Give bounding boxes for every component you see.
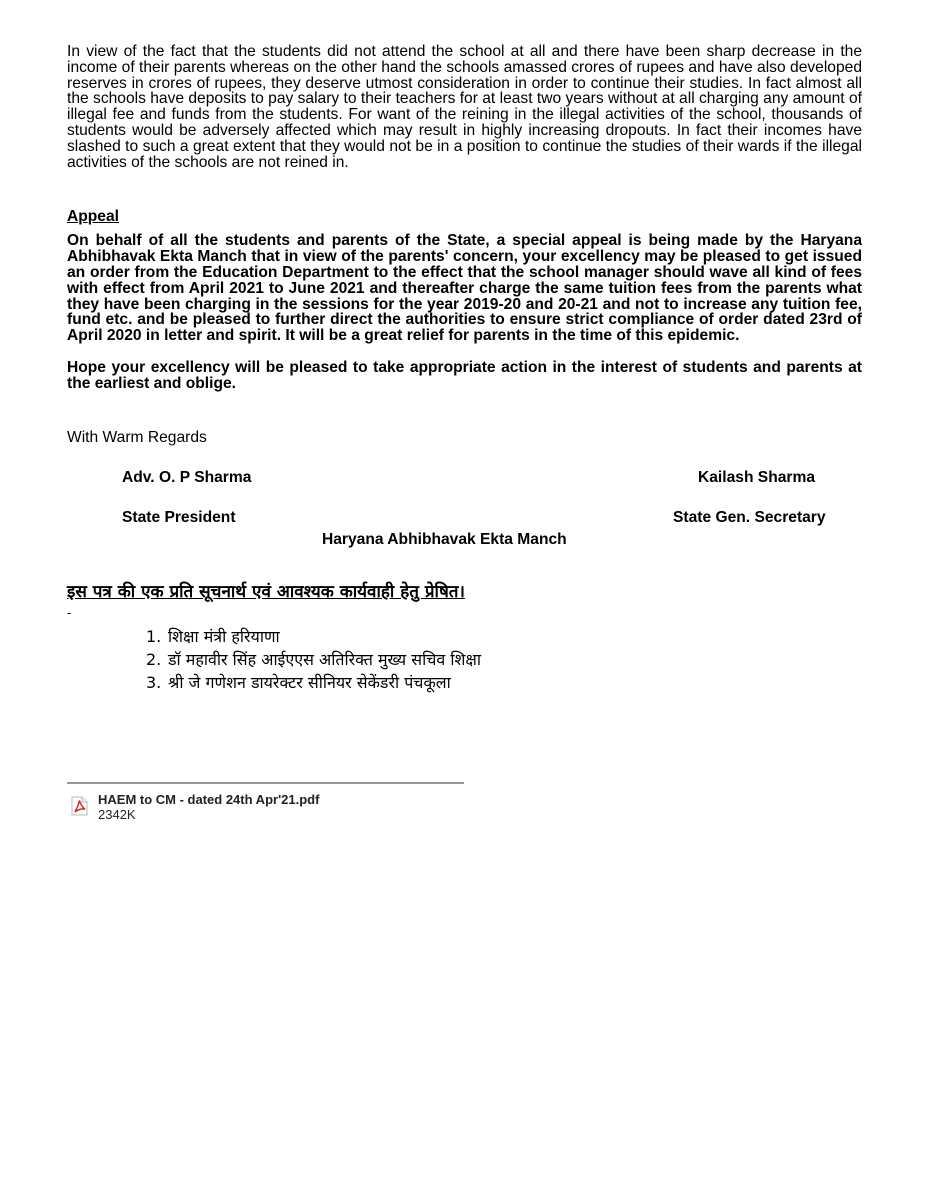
list-item <box>146 648 862 671</box>
signatory-left-title: State President <box>122 508 236 526</box>
signatory-titles <box>67 509 862 527</box>
list-item-number: 1. <box>146 626 162 646</box>
list-item-text: शिक्षा मंत्री हरियाणा <box>168 626 280 646</box>
list-item-number: 3. <box>146 672 162 692</box>
dash-mark: - <box>67 604 72 620</box>
copy-to-heading: इस पत्र की एक प्रति सूचनार्थ एवं आवश्यक कार्यवाही हेतु प्रेषित। <box>67 581 465 602</box>
attachment-info <box>98 792 319 822</box>
signatory-right-title: State Gen. Secretary <box>673 508 826 526</box>
attachment-filename[interactable]: HAEM to CM - dated 24th Apr'21.pdf <box>98 792 320 807</box>
copy-to-list <box>67 625 862 694</box>
attachment-item[interactable] <box>71 792 319 822</box>
organization-name: Haryana Abhibhavak Ekta Manch <box>322 530 567 548</box>
closing-paragraph: Hope your excellency will be pleased to take appropriate action in the interest of students and parents at the earliest and oblige. <box>67 358 862 392</box>
list-item <box>146 671 862 694</box>
list-item-text: श्री जे गणेशन डायरेक्टर सीनियर सेकेंडरी पंचकूला <box>168 672 451 692</box>
intro-paragraph: In view of the fact that the students did not attend the school at all and there have been sharp decrease in the income of their parents whereas on the other hand the schools amassed crores of rupees and have also developed reserves in crores of rupees, they deserve utmost consideration in order to continue their studies. In fact almost all the schools have deposits to pay salary to their teachers for at least two years without at all charging any amount of illegal fee and funds from the students. For want of the reining in the illegal activities of the school, thousands of students would be adversely affected which may result in highly increasing dropouts. In fact their incomes have slashed to such a great extent that they would not be in a position to continue the studies of their wards if the illegal activities of the schools are not reined in. <box>67 43 862 171</box>
list-item-number: 2. <box>146 649 162 669</box>
attachment-divider <box>67 782 464 784</box>
signatory-right-name: Kailash Sharma <box>698 468 816 486</box>
attachment-size: 2342K <box>98 807 136 822</box>
regards-line: With Warm Regards <box>67 428 207 446</box>
letter-body <box>67 44 862 694</box>
signatory-left-name: Adv. O. P Sharma <box>122 468 252 486</box>
signatory-names <box>67 469 862 487</box>
appeal-heading: Appeal <box>67 208 119 226</box>
list-item-text: डॉ महावीर सिंह आईएएस अतिरिक्त मुख्य सचिव शिक्षा <box>168 649 482 669</box>
pdf-icon[interactable] <box>71 796 88 816</box>
list-item <box>146 625 862 648</box>
appeal-paragraph: On behalf of all the students and parents of the State, a special appeal is being made by the Haryana Abhibhavak Ekta Manch that in view of the parents' concern, your excellency may be pleased to get issued an order from the Education Department to the effect that the school manager should wave all kind of fees with effect from April 2021 to June 2021 and thereafter charge the same tuition fees from the parents what they have been charging in the sessions for the year 2019-20 and 20-21 and not to increase any tuition fee, fund etc. and be pleased to further direct the authorities to ensure strict compliance of order dated 23rd of April 2020 in letter and spirit. It will be a great relief for parents in the time of this epidemic. <box>67 232 862 345</box>
